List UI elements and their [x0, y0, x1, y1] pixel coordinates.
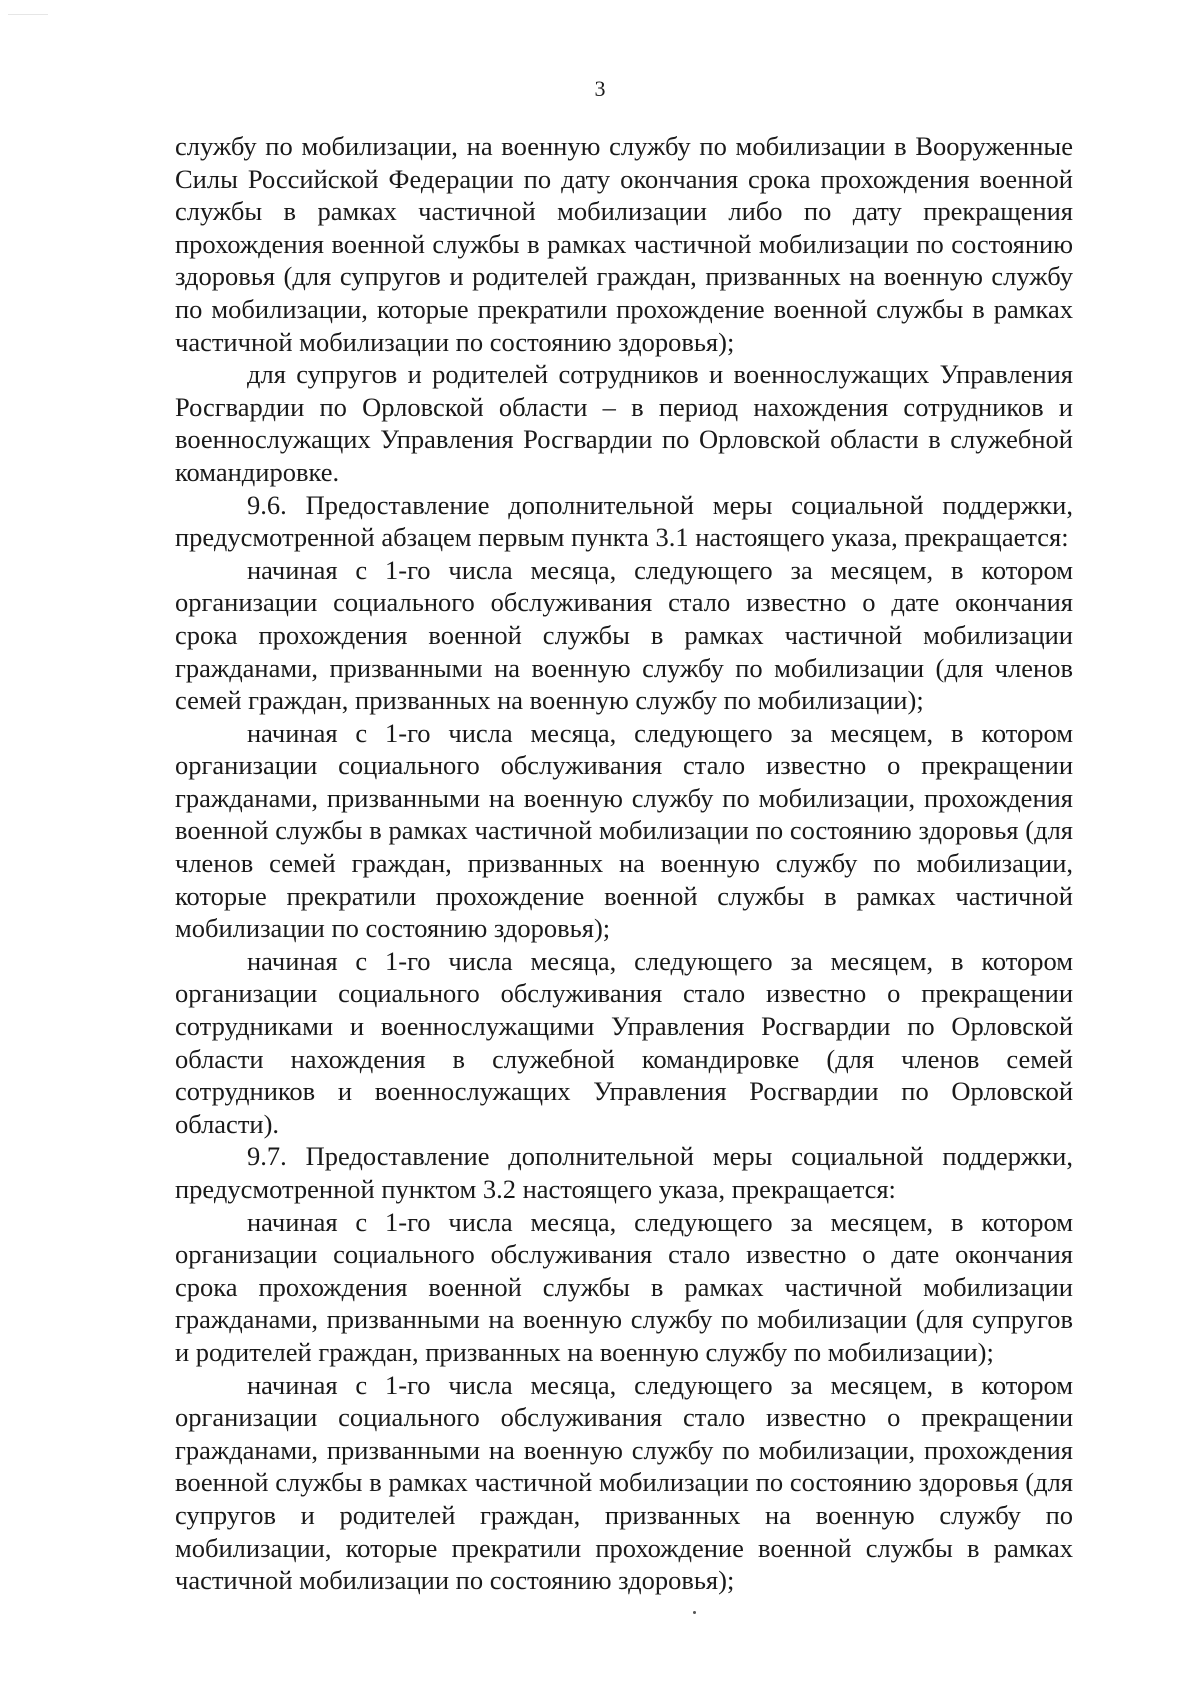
paragraph-9-7: 9.7. Предоставление дополнительной меры социальной поддержки, предусмотренной пунктом 3.2 настоящего указа, прекращается:	[175, 1141, 1073, 1204]
paragraph-9-6-item-1: начиная с 1-го числа месяца, следующего за месяцем, в котором организации социального обслуживания стало известно о дате окончания срока прохождения военной службы в рамках частичной мобилизации гражданами, призванными на военную службу по мобилизации (для членов семей граждан, призванных на военную службу по мобилизации);	[175, 554, 1073, 716]
paragraph-rosgvardia-period: для супругов и родителей сотрудников и военнослужащих Управления Росгвардии по Орловской области – в период нахождения сотрудников и военнослужащих Управления Росгвардии по Орловской области в служебной командировке.	[175, 359, 1073, 487]
paragraph-9-6-item-3: начиная с 1-го числа месяца, следующего за месяцем, в котором организации социального обслуживания стало известно о прекращении сотрудниками и военнослужащими Управления Росгвардии по Орловской области нахождения в служебной командировке (для членов семей сотрудников и военнослужащих Управления Росгвардии по Орловской области).	[175, 945, 1073, 1139]
paragraph-continuation: службу по мобилизации, на военную службу по мобилизации в Вооруженные Силы Российской Федерации по дату окончания срока прохождения военной службы в рамках частичной мобилизации либо по дату прекращения прохождения военной службы в рамках частичной мобилизации по состоянию здоровья (для супругов и родителей граждан, призванных на военную службу по мобилизации, которые прекратили прохождение военной службы в рамках частичной мобилизации по состоянию здоровья);	[175, 131, 1073, 357]
document-body	[175, 130, 1073, 1597]
paragraph-9-6-item-2: начиная с 1-го числа месяца, следующего за месяцем, в котором организации социального обслуживания стало известно о прекращении гражданами, призванными на военную службу по мобилизации, прохождения военной службы в рамках частичной мобилизации по состоянию здоровья (для членов семей граждан, призванных на военную службу по мобилизации, которые прекратили прохождение военной службы в рамках частичной мобилизации по состоянию здоровья);	[175, 717, 1073, 944]
paragraph-9-7-item-1: начиная с 1-го числа месяца, следующего за месяцем, в котором организации социального обслуживания стало известно о дате окончания срока прохождения военной службы в рамках частичной мобилизации гражданами, призванными на военную службу по мобилизации (для супругов и родителей граждан, призванных на военную службу по мобилизации);	[175, 1206, 1073, 1367]
page-number: 3	[594, 76, 606, 101]
scan-speck	[693, 1611, 696, 1614]
scan-artifact	[8, 14, 48, 15]
paragraph-9-6: 9.6. Предоставление дополнительной меры социальной поддержки, предусмотренной абзацем первым пункта 3.1 настоящего указа, прекращается:	[175, 489, 1073, 553]
paragraph-9-7-item-2: начиная с 1-го числа месяца, следующего за месяцем, в котором организации социального обслуживания стало известно о прекращении гражданами, призванными на военную службу по мобилизации, прохождения военной службы в рамках частичной мобилизации по состоянию здоровья (для супругов и родителей граждан, призванных на военную службу по мобилизации, которые прекратили прохождение военной службы в рамках частичной мобилизации по состоянию здоровья);	[175, 1369, 1073, 1596]
